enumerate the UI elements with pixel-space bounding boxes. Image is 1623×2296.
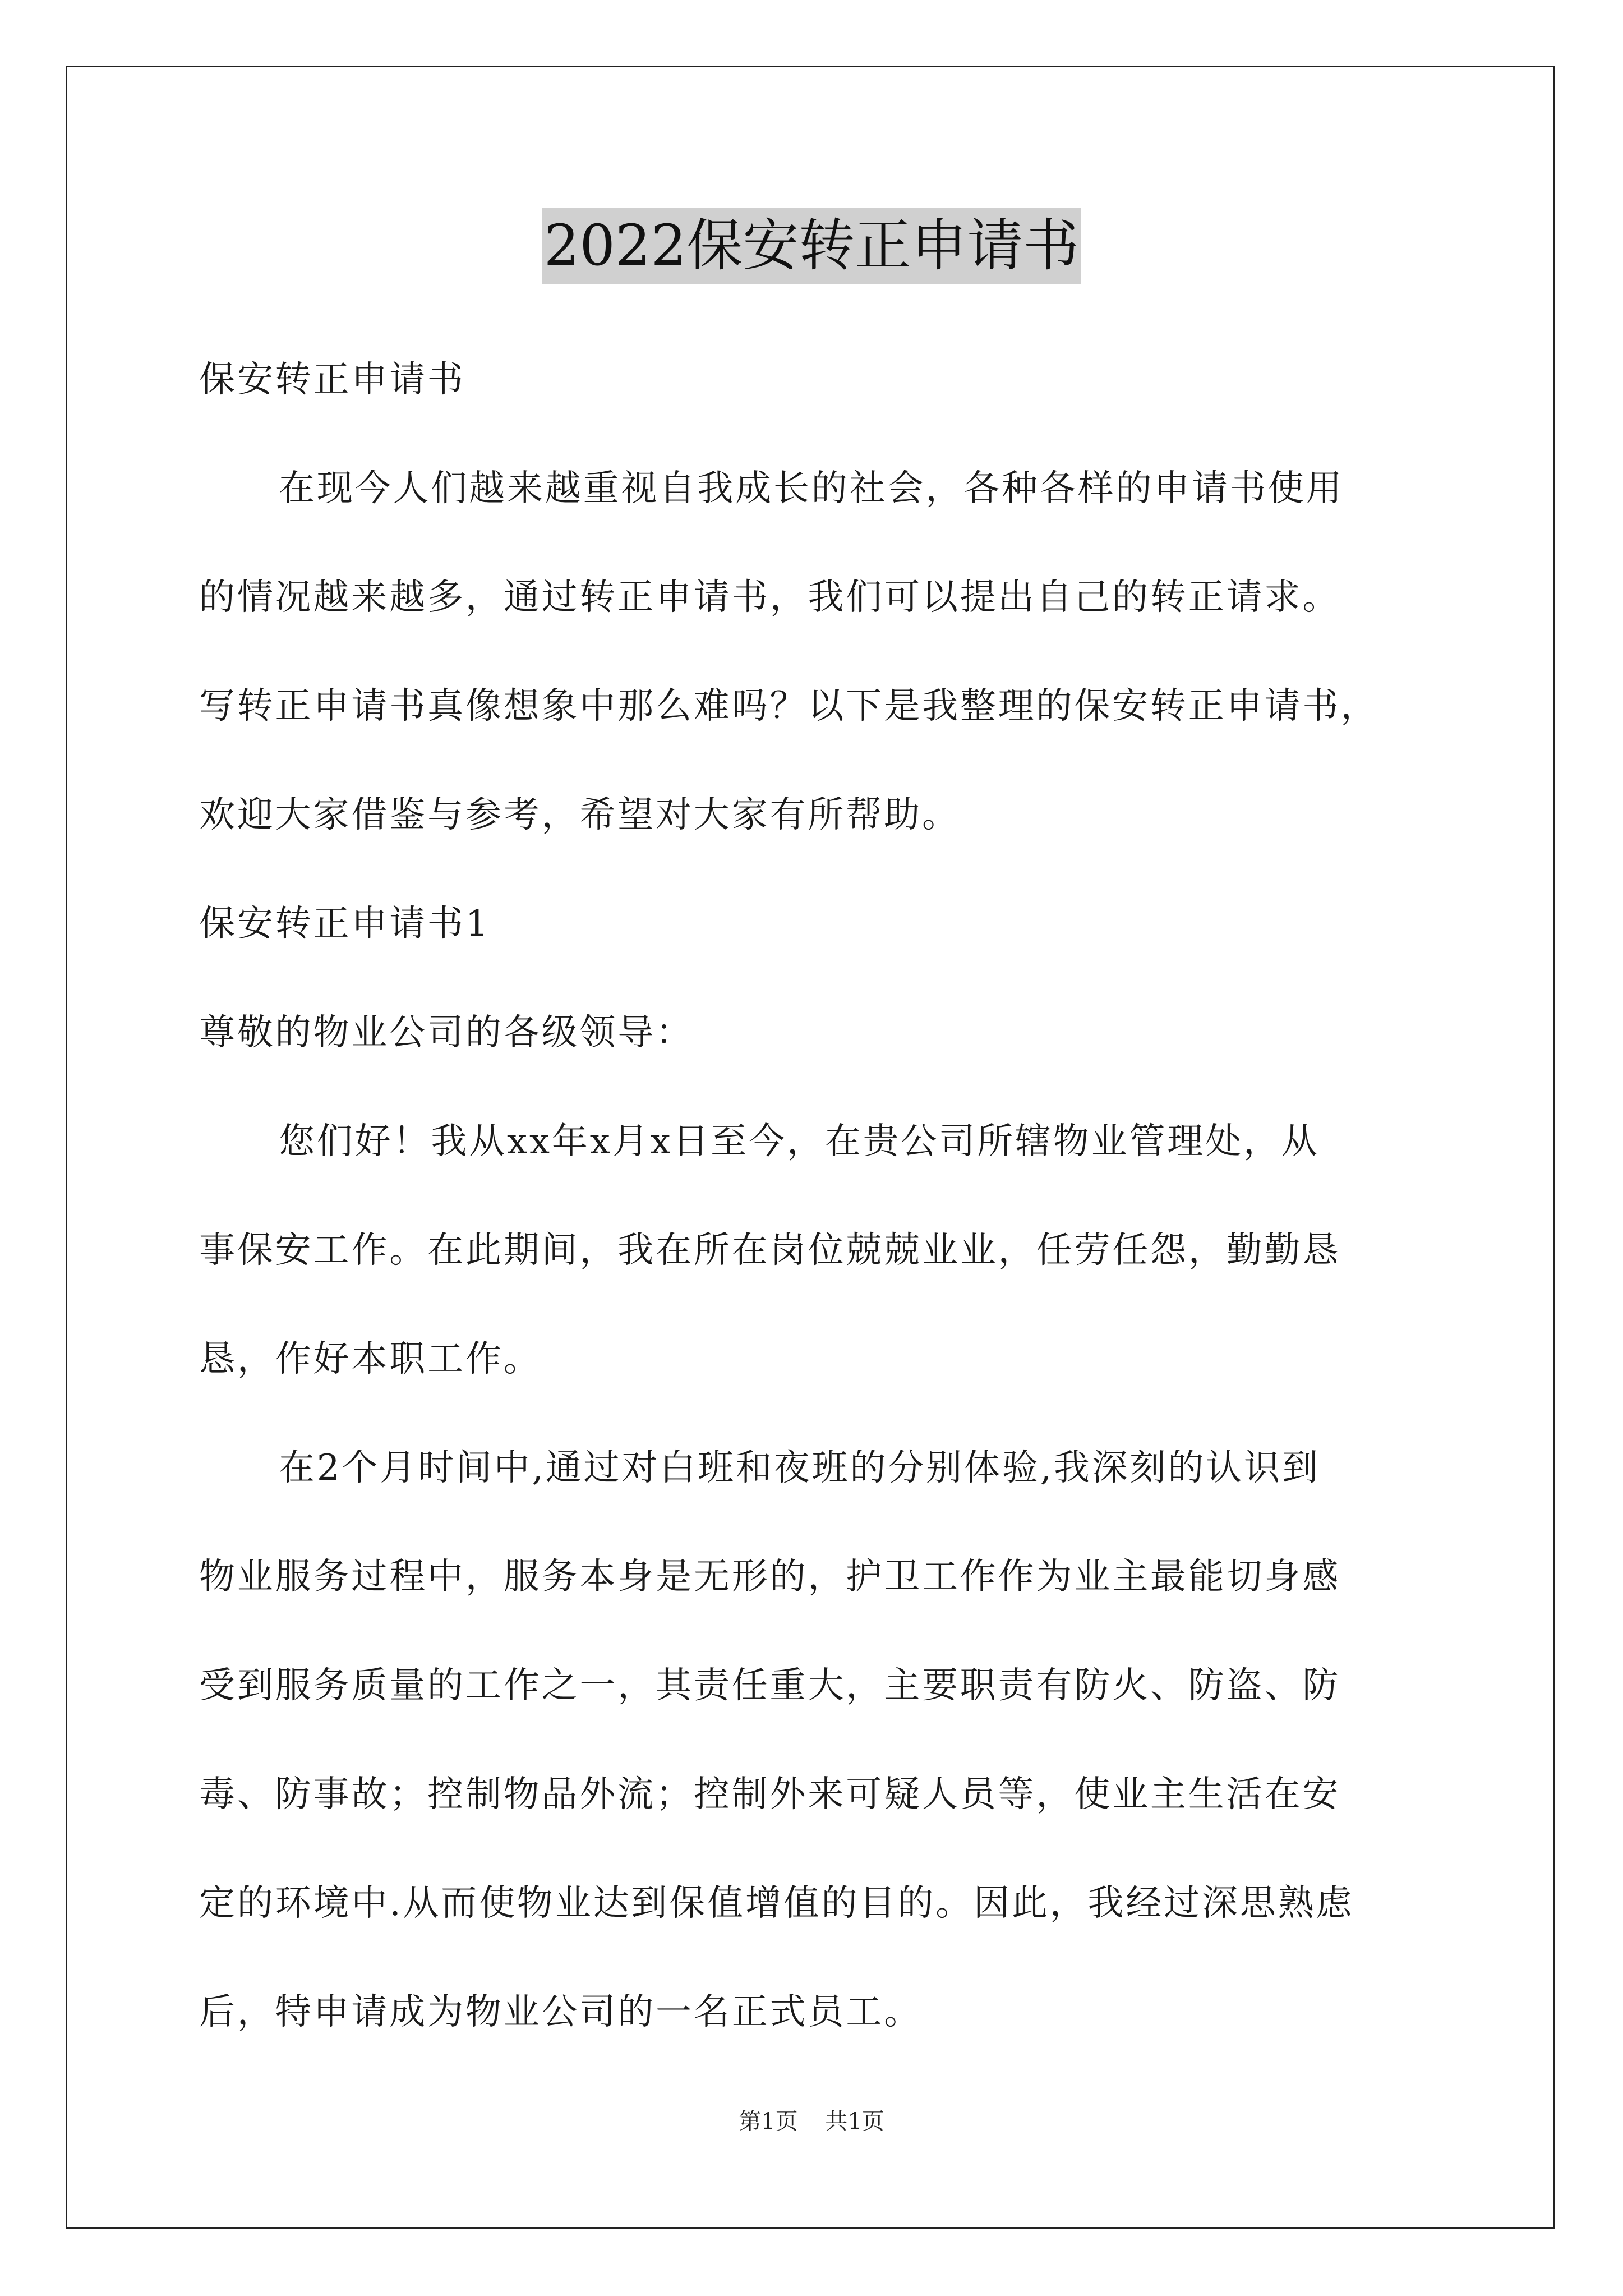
body-line: 的情况越来越多，通过转正申请书，我们可以提出自己的转正请求。 xyxy=(199,577,1341,618)
page-footer xyxy=(0,2104,1623,2136)
body-line: 写转正申请书真像想象中那么难吗？以下是我整理的保安转正申请书， xyxy=(199,685,1379,727)
body-line: 在2个月时间中,通过对白班和夜班的分别体验,我深刻的认识到 xyxy=(279,1447,1320,1489)
body-line: 保安转正申请书1 xyxy=(199,903,491,945)
title-container xyxy=(0,208,1623,284)
body-line: 定的环境中.从而使物业达到保值增值的目的。因此，我经过深思熟虑 xyxy=(199,1883,1354,1924)
body-line: 物业服务过程中，服务本身是无形的，护卫工作作为业主最能切身感 xyxy=(199,1556,1341,1598)
body-line: 欢迎大家借鉴与参考，希望对大家有所帮助。 xyxy=(199,794,960,836)
body-line: 毒、防事故；控制物品外流；控制外来可疑人员等，使业主生活在安 xyxy=(199,1774,1341,1815)
body-line: 在现今人们越来越重视自我成长的社会，各种各样的申请书使用 xyxy=(279,468,1344,509)
document-title: 2022保安转正申请书 xyxy=(542,208,1082,284)
body-line: 后，特申请成为物业公司的一名正式员工。 xyxy=(199,1991,922,2033)
total-pages-label: 共1页 xyxy=(825,2109,884,2134)
current-page-label: 第1页 xyxy=(739,2109,798,2134)
document-body xyxy=(199,325,1433,2067)
body-line: 恳，作好本职工作。 xyxy=(199,1338,542,1380)
body-line: 您们好！我从xx年x月x日至今，在贵公司所辖物业管理处，从 xyxy=(279,1121,1320,1162)
body-line: 尊敬的物业公司的各级领导： xyxy=(199,1012,694,1053)
body-line: 受到服务质量的工作之一，其责任重大，主要职责有防火、防盗、防 xyxy=(199,1665,1341,1706)
body-line: 保安转正申请书 xyxy=(199,359,465,401)
body-line: 事保安工作。在此期间，我在所在岗位兢兢业业，任劳任怨，勤勤恳 xyxy=(199,1230,1341,1271)
